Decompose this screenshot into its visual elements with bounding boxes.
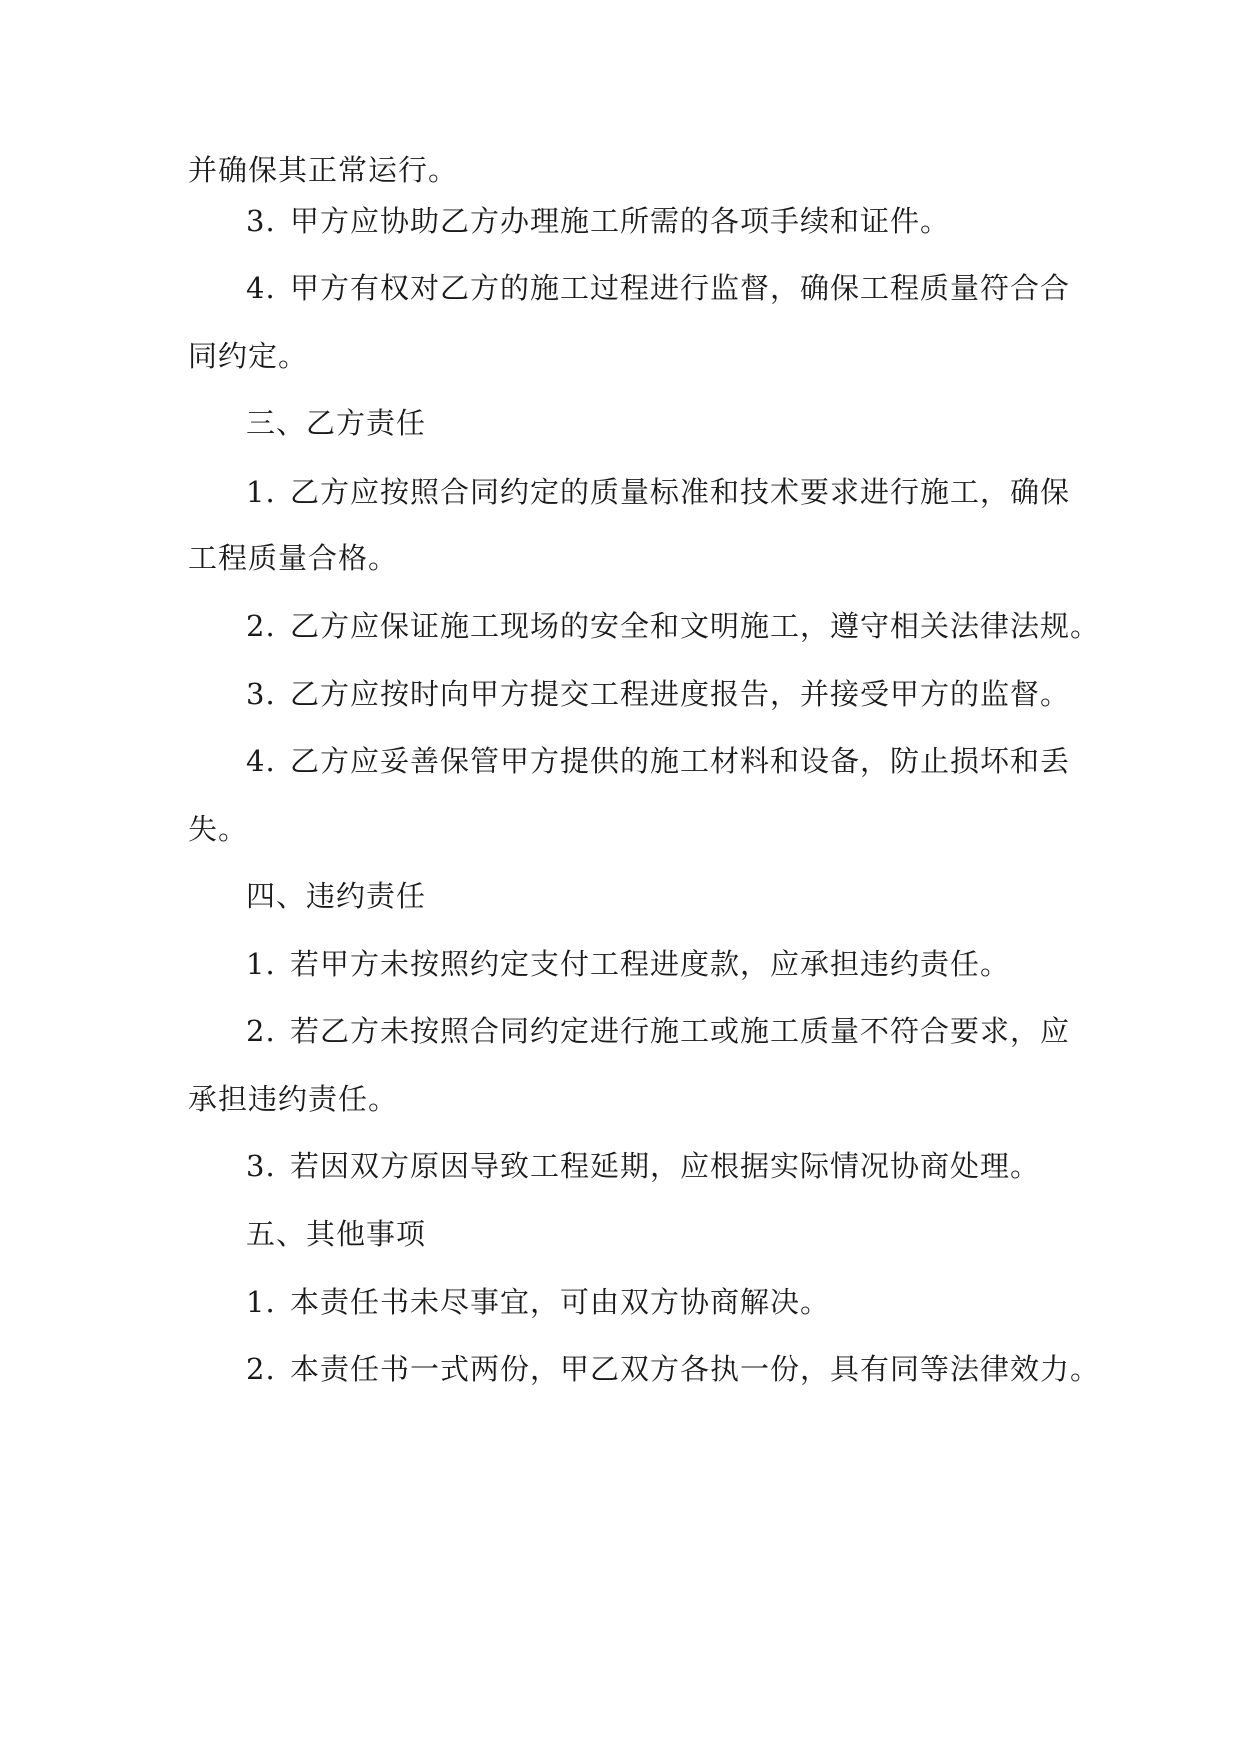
list-number: 1. [246, 1285, 276, 1319]
line-text: 并确保其正常运行。 [188, 153, 459, 187]
line-text: 五、其他事项 [246, 1217, 427, 1251]
list-number: 4. [246, 744, 276, 778]
line-text: 本责任书未尽事宜，可由双方协商解决。 [290, 1285, 831, 1319]
paragraph-line [188, 1079, 398, 1119]
list-item [246, 472, 1070, 512]
line-text: 甲方有权对乙方的施工过程进行监督，确保工程质量符合合 [290, 271, 1071, 305]
list-item [246, 606, 1100, 646]
line-text: 工程质量合格。 [188, 541, 399, 575]
paragraph-line [188, 809, 248, 849]
line-text: 失。 [188, 812, 249, 846]
list-number: 1. [246, 475, 276, 509]
list-number: 2. [246, 609, 276, 643]
list-item [246, 944, 1010, 984]
list-number: 4. [246, 271, 276, 305]
line-text: 同约定。 [188, 339, 309, 373]
list-number: 3. [246, 1149, 276, 1183]
line-text: 若甲方未按照约定支付工程进度款，应承担违约责任。 [290, 947, 1011, 981]
paragraph-line [188, 150, 458, 190]
section-heading [246, 403, 426, 443]
paragraph-line [188, 336, 308, 376]
list-item [246, 1146, 1040, 1186]
line-text: 承担违约责任。 [188, 1082, 399, 1116]
list-number: 2. [246, 1014, 276, 1048]
paragraph-line [188, 538, 398, 578]
line-text: 乙方应按时向甲方提交工程进度报告，并接受甲方的监督。 [290, 677, 1071, 711]
section-heading [246, 876, 426, 916]
list-item [246, 1282, 830, 1322]
list-item [246, 741, 1070, 781]
list-number: 3. [246, 204, 276, 238]
line-text: 乙方应保证施工现场的安全和文明施工，遵守相关法律法规。 [290, 609, 1101, 643]
list-item [246, 674, 1070, 714]
list-item [246, 201, 950, 241]
list-number: 1. [246, 947, 276, 981]
line-text: 四、违约责任 [246, 879, 427, 913]
line-text: 乙方应妥善保管甲方提供的施工材料和设备，防止损坏和丢 [290, 744, 1071, 778]
line-text: 本责任书一式两份，甲乙双方各执一份，具有同等法律效力。 [290, 1352, 1101, 1386]
list-item [246, 1011, 1070, 1051]
line-text: 乙方应按照合同约定的质量标准和技术要求进行施工，确保 [290, 475, 1071, 509]
list-item [246, 268, 1070, 308]
list-number: 2. [246, 1352, 276, 1386]
line-text: 若乙方未按照合同约定进行施工或施工质量不符合要求，应 [290, 1014, 1071, 1048]
section-heading [246, 1214, 426, 1254]
line-text: 甲方应协助乙方办理施工所需的各项手续和证件。 [290, 204, 951, 238]
list-number: 3. [246, 677, 276, 711]
line-text: 若因双方原因导致工程延期，应根据实际情况协商处理。 [290, 1149, 1041, 1183]
line-text: 三、乙方责任 [246, 406, 427, 440]
list-item [246, 1349, 1100, 1389]
